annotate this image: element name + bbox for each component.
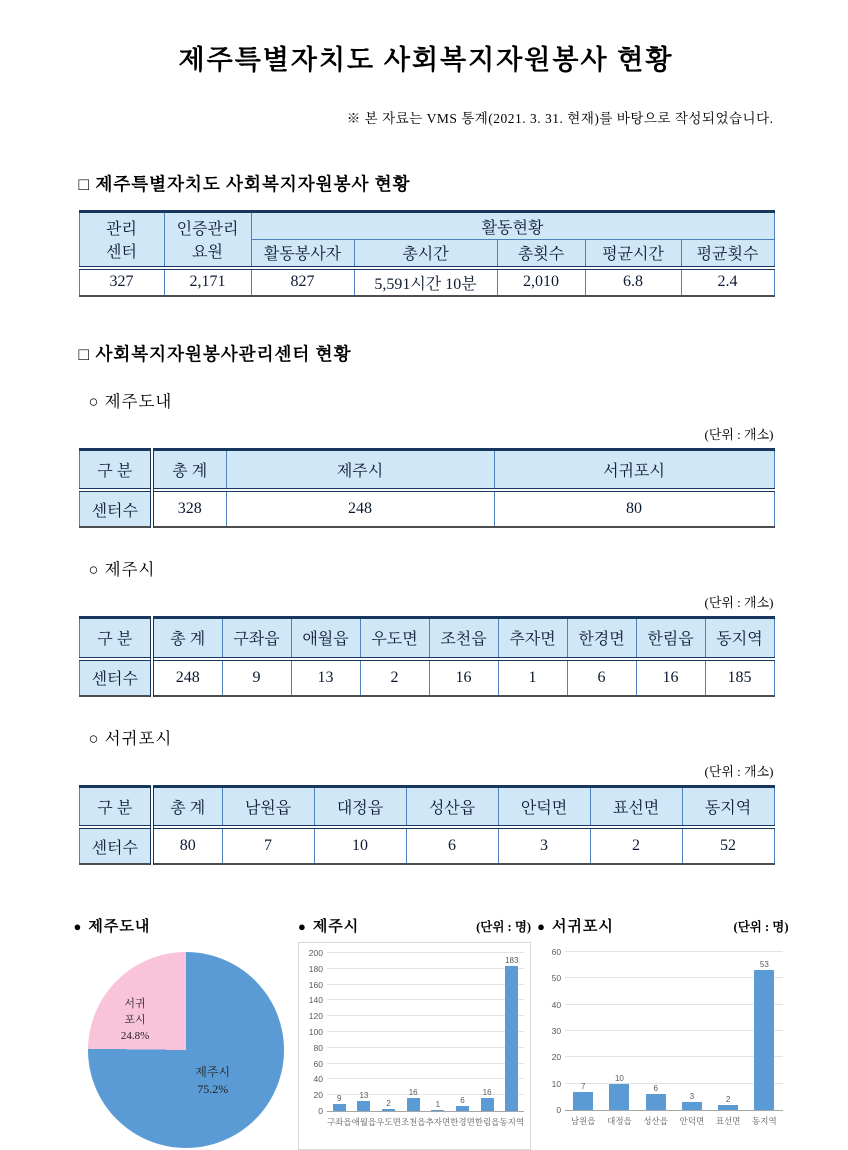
bar (481, 1098, 494, 1111)
bar (431, 1110, 444, 1111)
y-tick-label: 60 (551, 947, 562, 957)
y-tick-label: 50 (551, 973, 562, 984)
bar (407, 1098, 420, 1111)
y-tick-label: 160 (308, 979, 323, 990)
pie-chart (88, 952, 284, 1148)
bar-value-label: 3 (689, 1092, 695, 1102)
y-tick-label: 0 (318, 1106, 323, 1116)
x-tick-label: 대정읍 (607, 1116, 632, 1126)
bars (327, 953, 524, 1111)
bar (573, 1092, 593, 1110)
header-activity-group: 활동현황 (251, 212, 774, 240)
x-tick-label: 우도면 (376, 1117, 401, 1127)
x-tick-label: 구좌읍 (326, 1117, 352, 1127)
unit-note: (단위 : 개소) (704, 426, 774, 442)
value-jeju-city: 248 (226, 490, 494, 527)
pie-chart-title: 제주도내 (88, 919, 151, 935)
header-category: 구 분 (79, 618, 152, 659)
header-certified-staff (164, 212, 251, 268)
value-dong-area: 52 (682, 827, 774, 864)
summary-table (79, 210, 775, 297)
seogwipo-table (79, 785, 775, 866)
y-tick-label: 80 (313, 1042, 323, 1053)
x-tick-label: 표선면 (715, 1116, 741, 1126)
y-tick-label: 20 (313, 1090, 323, 1101)
value-chuja: 1 (498, 659, 567, 696)
unit-note: (단위 : 개소) (704, 763, 774, 779)
value-hangyeong: 6 (567, 659, 636, 696)
sub-heading-island: ○ 제주도내 (88, 391, 173, 411)
value-seongsan: 6 (406, 827, 498, 864)
bar (456, 1106, 469, 1111)
x-tick-label: 동지역 (752, 1116, 777, 1126)
x-tick-label: 한림읍 (474, 1117, 500, 1127)
bar-value-label: 183 (505, 956, 519, 966)
bar (754, 970, 774, 1110)
bar-slot (450, 1096, 475, 1111)
section-heading-summary: □ 제주특별자치도 사회복지자원봉사 현황 (78, 174, 411, 194)
header-management-center (79, 212, 164, 268)
chart-unit-note: (단위 : 명) (733, 920, 789, 934)
header-line: 인증관리 (176, 221, 239, 239)
bar-value-label: 2 (386, 1099, 391, 1109)
bar (646, 1094, 666, 1110)
bar-value-label: 7 (580, 1081, 586, 1091)
bar-chart-head (537, 915, 788, 936)
pie-label-line: 포시 (124, 1014, 146, 1027)
header-dong-area: 동지역 (682, 786, 774, 827)
header-hangyeong: 한경면 (567, 618, 636, 659)
header-total: 총 계 (152, 618, 222, 659)
bar (718, 1105, 738, 1110)
y-tick-label: 60 (313, 1058, 323, 1069)
bar-slot (475, 1088, 500, 1111)
value-total-hours: 5,591시간 10분 (354, 268, 497, 296)
value-hallim: 16 (636, 659, 705, 696)
bar-chart (298, 942, 531, 1150)
bar-value-label: 1 (435, 1100, 441, 1109)
header-avg-hours: 평균시간 (585, 240, 681, 268)
value-gujwa: 9 (222, 659, 291, 696)
bar-chart-title: 서귀포시 (551, 919, 614, 935)
header-line: 센터 (106, 244, 137, 262)
value-total: 328 (152, 490, 226, 527)
pie-label-line: 서귀 (124, 998, 146, 1011)
header-jeju-city: 제주시 (226, 449, 494, 490)
value-jocheon: 16 (429, 659, 498, 696)
bar-chart-title: 제주시 (312, 919, 360, 935)
value-udo: 2 (360, 659, 429, 696)
pie-graphic (88, 952, 284, 1148)
charts-row (74, 915, 789, 1150)
header-dong-area: 동지역 (705, 618, 774, 659)
pie-label-line: 24.8% (120, 1029, 150, 1042)
bar (609, 1084, 629, 1110)
bar-slot (352, 1091, 377, 1111)
bullet-icon: ● (537, 919, 546, 934)
value-pyoseon: 2 (590, 827, 682, 864)
bar-chart-head (298, 915, 531, 936)
y-tick-label: 10 (551, 1078, 562, 1089)
header-seogwipo-city: 서귀포시 (494, 449, 774, 490)
bar-slot (601, 1074, 637, 1110)
value-volunteers: 827 (251, 268, 354, 296)
pie-label-line: 75.2% (197, 1082, 229, 1097)
chart-unit-note: (단위 : 명) (476, 920, 532, 934)
value-total-count: 2,010 (497, 268, 585, 296)
value-management-center: 327 (79, 268, 164, 296)
x-tick-label: 추자면 (425, 1117, 451, 1127)
sub-heading-jeju-city: ○ 제주시 (88, 560, 156, 579)
row-label-centers: 센터수 (79, 490, 152, 527)
jeju-city-bar-chart-section (298, 915, 531, 1150)
bullet-icon: ● (73, 919, 83, 934)
bar-value-label: 13 (359, 1090, 369, 1100)
header-andeok: 안덕면 (498, 786, 590, 827)
bar (505, 966, 518, 1111)
header-udo: 우도면 (360, 618, 429, 659)
pie-chart-head (74, 915, 286, 936)
bar (357, 1101, 370, 1111)
header-chuja: 추자면 (498, 618, 567, 659)
header-category: 구 분 (79, 786, 152, 827)
unit-note: (단위 : 개소) (704, 595, 774, 610)
value-total: 80 (152, 827, 222, 864)
source-note: ※ 본 자료는 VMS 통계(2021. 3. 31. 현재)를 바탕으로 작성되었습니다. (346, 111, 774, 126)
header-jocheon: 조천읍 (429, 618, 498, 659)
header-pyoseon: 표선면 (590, 786, 682, 827)
value-seogwipo-city: 80 (494, 490, 774, 527)
bar-slot (565, 1082, 601, 1110)
bar-value-label: 10 (614, 1073, 624, 1083)
bar-value-label: 16 (408, 1088, 418, 1098)
x-tick-label: 애월읍 (351, 1117, 377, 1127)
x-tick-label: 동지역 (499, 1117, 525, 1127)
y-tick-label: 40 (313, 1074, 323, 1085)
value-aewol: 13 (291, 659, 360, 696)
bar (682, 1102, 702, 1110)
x-tick-label: 조천읍 (400, 1117, 426, 1127)
sub-heading-seogwipo: ○ 서귀포시 (88, 728, 173, 748)
header-total: 총 계 (152, 786, 222, 827)
header-category: 구 분 (79, 449, 152, 490)
x-tick-label: 성산읍 (643, 1116, 668, 1126)
bar-value-label: 9 (337, 1093, 342, 1103)
x-tick-label: 한경면 (450, 1117, 475, 1127)
header-namwon: 남원읍 (222, 786, 314, 827)
x-axis-labels (327, 1116, 524, 1128)
header-total-hours: 총시간 (354, 240, 497, 268)
header-volunteers: 활동봉사자 (251, 240, 354, 268)
plot-area (551, 947, 782, 1115)
x-axis-labels (565, 1115, 782, 1127)
y-tick-label: 20 (551, 1052, 562, 1063)
bar-slot (638, 1084, 674, 1110)
y-tick-label: 140 (308, 995, 323, 1006)
header-line: 요원 (192, 244, 223, 262)
y-tick-label: 30 (551, 1026, 562, 1036)
header-line: 관리 (106, 221, 137, 239)
value-dong-area: 185 (705, 659, 774, 696)
bar-slot (499, 956, 524, 1111)
bar (333, 1104, 346, 1111)
bar-chart (537, 942, 788, 1148)
y-tick-label: 0 (556, 1105, 562, 1115)
pie-label-seogwipo (121, 997, 149, 1045)
header-aewol: 애월읍 (291, 618, 360, 659)
value-certified-staff: 2,171 (164, 268, 251, 296)
bar-value-label: 2 (725, 1094, 731, 1104)
header-gujwa: 구좌읍 (222, 618, 291, 659)
bar-value-label: 16 (482, 1088, 492, 1098)
plot-area (308, 948, 524, 1116)
header-avg-count: 평균횟수 (681, 240, 774, 268)
x-tick-label: 남원읍 (570, 1116, 596, 1126)
value-avg-count: 2.4 (681, 268, 774, 296)
header-total: 총 계 (152, 449, 226, 490)
bar-slot (746, 960, 782, 1110)
y-tick-label: 200 (308, 948, 323, 958)
header-seongsan: 성산읍 (406, 786, 498, 827)
header-daejeong: 대정읍 (314, 786, 406, 827)
value-daejeong: 10 (314, 827, 406, 864)
value-total: 248 (152, 659, 222, 696)
value-avg-hours: 6.8 (585, 268, 681, 296)
y-tick-label: 180 (308, 963, 323, 974)
bar-slot (376, 1099, 401, 1111)
bullet-icon: ● (297, 919, 307, 934)
page-title: 제주특별자치도 사회복지자원봉사 현황 (178, 45, 674, 75)
seogwipo-bar-chart-section (537, 915, 788, 1150)
bars (565, 952, 782, 1110)
y-tick-label: 40 (551, 999, 562, 1010)
value-andeok: 3 (498, 827, 590, 864)
document-page (73, 0, 789, 1150)
pie-chart-section (74, 915, 286, 1150)
y-tick-label: 100 (308, 1027, 323, 1037)
bar-slot (710, 1095, 746, 1110)
bar-value-label: 53 (759, 960, 769, 970)
jeju-city-table (79, 616, 775, 697)
value-namwon: 7 (222, 827, 314, 864)
bar-slot (327, 1094, 352, 1111)
y-tick-label: 120 (308, 1011, 323, 1022)
bar-value-label: 6 (653, 1084, 658, 1094)
row-label-centers: 센터수 (79, 827, 152, 864)
bar-slot (401, 1088, 426, 1111)
bar-slot (426, 1100, 451, 1111)
bar-value-label: 6 (460, 1096, 465, 1106)
header-total-count: 총횟수 (497, 240, 585, 268)
section-heading-centers: □ 사회복지자원봉사관리센터 현황 (78, 343, 352, 364)
island-table (79, 448, 775, 529)
header-hallim: 한림읍 (636, 618, 705, 659)
bar (382, 1109, 395, 1111)
x-tick-label: 안덕면 (679, 1116, 705, 1126)
bar-slot (674, 1092, 710, 1110)
pie-label-jeju (195, 1064, 230, 1099)
pie-label-line: 제주시 (195, 1064, 231, 1079)
row-label-centers: 센터수 (79, 659, 152, 696)
